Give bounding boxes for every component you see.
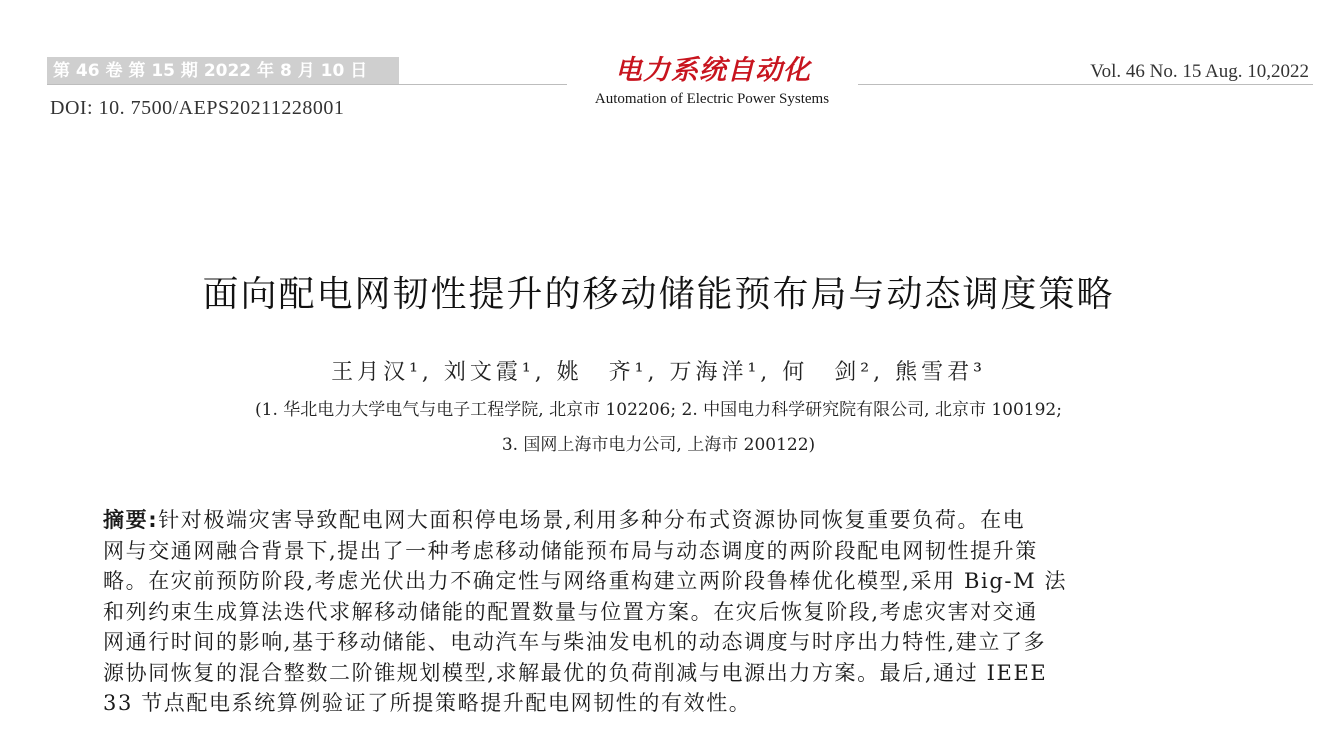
issue-banner: 第 46 卷 第 15 期 2022 年 8 月 10 日 <box>47 57 399 85</box>
abstract-line: 源协同恢复的混合整数二阶锥规划模型,求解最优的负荷削减与电源出力方案。最后,通过 IEEE <box>103 660 1048 685</box>
journal-name-en: Automation of Electric Power Systems <box>594 91 830 107</box>
abstract-line <box>103 505 1263 536</box>
abstract-line: 网通行时间的影响,基于移动储能、电动汽车与柴油发电机的动态调度与时序出力特性,建立了多 <box>103 630 1047 654</box>
affiliation-line-1: (1. 华北电力大学电气与电子工程学院, 北京市 102206; 2. 中国电力科学研究院有限公司, 北京市 100192; <box>255 400 1062 420</box>
author-list: 王月汉¹, 刘文霞¹, 姚 齐¹, 万海洋¹, 何 剑², 熊雪君³ <box>331 360 986 385</box>
volume-info: Vol. 46 No. 15 Aug. 10,2022 <box>1090 61 1309 82</box>
affiliation-line-2: 3. 国网上海市电力公司, 上海市 200122) <box>501 435 816 455</box>
abstract-line: 33 节点配电系统算例验证了所提策略提升配电网韧性的有效性。 <box>103 691 752 715</box>
abstract-line: 网与交通网融合背景下,提出了一种考虑移动储能预布局与动态调度的两阶段配电网韧性提升策 <box>103 538 1038 563</box>
abstract-line: 略。在灾前预防阶段,考虑光伏出力不确定性与网络重构建立两阶段鲁棒优化模型,采用 Big-M 法 <box>103 569 1068 593</box>
journal-logo-cn: 电力系统自动化 <box>615 55 811 86</box>
header-divider-right <box>858 84 1313 85</box>
header-divider-left <box>47 84 567 85</box>
abstract <box>103 505 1263 719</box>
abstract-text: 针对极端灾害导致配电网大面积停电场景,利用多种分布式资源协同恢复重要负荷。在电 <box>158 508 1026 532</box>
doi-link[interactable]: DOI: 10. 7500/AEPS20211228001 <box>50 97 345 119</box>
abstract-line: 和列约束生成算法迭代求解移动储能的配置数量与位置方案。在灾后恢复阶段,考虑灾害对交通 <box>103 599 1038 624</box>
abstract-label: 摘要: <box>103 508 159 532</box>
paper-title: 面向配电网韧性提升的移动储能预布局与动态调度策略 <box>202 274 1115 315</box>
